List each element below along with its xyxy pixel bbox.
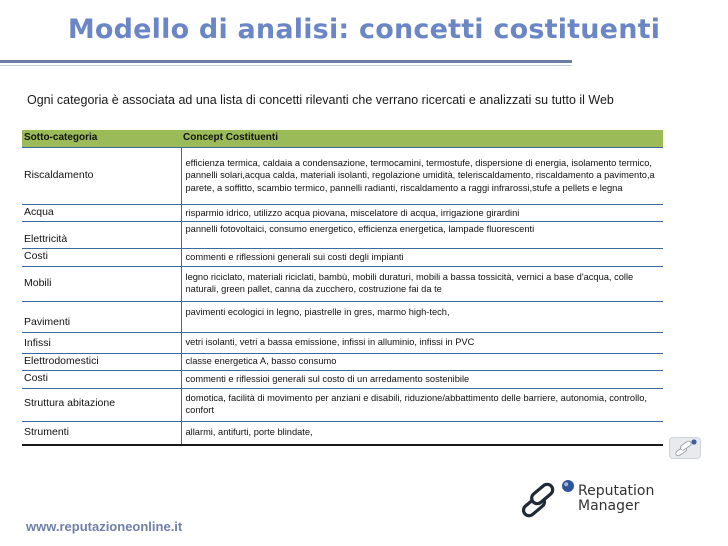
reputation-manager-small-logo-icon — [668, 436, 702, 460]
table-row — [22, 249, 663, 266]
table-row — [22, 421, 663, 445]
row-category: Pavimenti — [22, 301, 181, 332]
row-concepts: vetri isolanti, vetri a bassa emissione, infissi in alluminio, infissi in PVC — [181, 332, 663, 353]
table-row — [22, 388, 663, 421]
header-subcategory: Sotto-categoria — [22, 130, 181, 148]
row-concepts: allarmi, antifurti, porte blindate, — [181, 421, 663, 445]
table-row — [22, 332, 663, 353]
table-header-row — [22, 130, 663, 148]
table-row — [22, 353, 663, 370]
table-row — [22, 148, 663, 205]
row-category: Elettrodomestici — [22, 353, 181, 370]
table-row — [22, 205, 663, 222]
table-row — [22, 222, 663, 249]
row-category: Strumenti — [22, 421, 181, 445]
row-category: Riscaldamento — [22, 148, 181, 205]
row-category: Mobili — [22, 266, 181, 301]
footer-url: www.reputazioneonline.it — [26, 519, 183, 534]
slide-title: Modello di analisi: concetti costituenti — [67, 14, 661, 45]
row-concepts: risparmio idrico, utilizzo acqua piovana, miscelatore di acqua, irrigazione girardini — [181, 205, 663, 222]
title-underline — [0, 60, 572, 63]
table-row — [22, 371, 663, 388]
title-underline-thin — [0, 65, 572, 66]
row-concepts: legno riciclato, materiali riciclati, bambù, mobili duraturi, mobili a bassa tossicità, vernici a base d'acqua, colle naturali, green pallet, canna da zucchero, costruzione fai da te — [181, 266, 663, 301]
row-category: Acqua — [22, 205, 181, 222]
row-concepts: commenti e riflessioi generali sul costo di un arredamento sostenibile — [181, 371, 663, 388]
row-concepts: commenti e riflessioni generali sui costi degli impianti — [181, 249, 663, 266]
row-concepts: domotica, facilità di movimento per anziani e disabili, riduzione/abbattimento delle barriere, autonomia, controllo, confort — [181, 388, 663, 421]
row-concepts: pavimenti ecologici in legno, piastrelle in gres, marmo high-tech, — [181, 301, 663, 332]
brand-line-2: Manager — [578, 498, 640, 514]
row-concepts: pannelli fotovoltaici, consumo energetico, efficienza energetica, lampade fluorescenti — [181, 222, 663, 249]
table-row — [22, 266, 663, 301]
header-concepts: Concept Costituenti — [181, 130, 663, 148]
row-concepts: classe energetica A, basso consumo — [181, 353, 663, 370]
row-category: Costi — [22, 249, 181, 266]
row-category: Struttura abitazione — [22, 388, 181, 421]
brand-name — [578, 484, 654, 514]
brand-line-1: Reputation — [578, 483, 655, 499]
table-row — [22, 301, 663, 332]
row-category: Costi — [22, 371, 181, 388]
row-category: Infissi — [22, 332, 181, 353]
concepts-table — [22, 130, 663, 446]
slide-subtitle: Ogni categoria è associata ad una lista di concetti rilevanti che verrano ricercati e analizzati su tutto il Web — [27, 93, 614, 107]
row-category: Elettricità — [22, 222, 181, 249]
row-concepts: efficienza termica, caldaia a condensazione, termocamini, termostufe, dispersione di energia, isolamento termico, pannelli solari,acqua calda, materiali isolanti, regolazione umidità, teleriscaldamento, riscaldamento a pavimento,a parete, a soffitto, scambio termico, pannelli radianti, riscaldamento a raggi infrarossi,stufe a pellets e legna — [181, 148, 663, 205]
